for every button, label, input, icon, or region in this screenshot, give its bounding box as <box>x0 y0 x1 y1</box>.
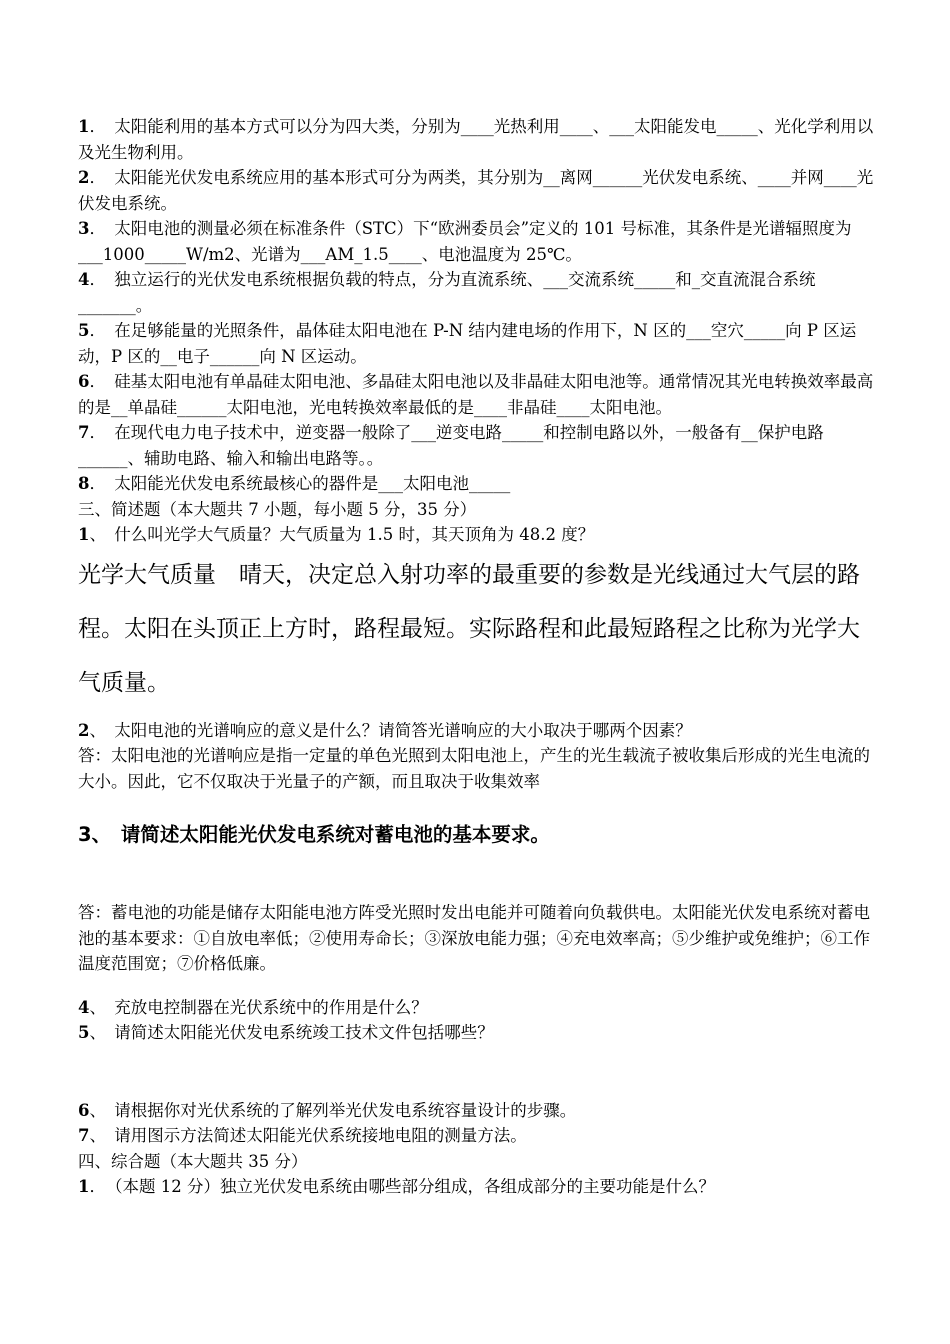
question-text: ． 在足够能量的光照条件，晶体硅太阳电池在 P-N 结内建电场的作用下，N 区的___空穴_____向 P 区运动，P 区的__电子______向 N 区运动。 <box>78 321 857 366</box>
question-number: 7 <box>78 1126 90 1145</box>
short-question-6 <box>78 1098 878 1124</box>
fill-in-question-7 <box>78 420 878 471</box>
question-number: 1 <box>78 1177 90 1196</box>
fill-in-question-5 <box>78 318 878 369</box>
fill-in-question-4 <box>78 267 878 318</box>
question-text: 、 请用图示方法简述太阳能光伏系统接地电阻的测量方法。 <box>89 1126 527 1145</box>
fill-in-question-2 <box>78 165 878 216</box>
question-text: 、 什么叫光学大气质量？大气质量为 1.5 时，其天顶角为 48.2 度？ <box>89 525 595 544</box>
question-text: ． 太阳能光伏发电系统应用的基本形式可分为两类，其分别为__离网______光伏发电系统、____并网____光伏发电系统。 <box>78 168 874 213</box>
question-number: 4 <box>78 997 90 1017</box>
question-text: ． 独立运行的光伏发电系统根据负载的特点，分为直流系统、___交流系统_____和_交直流混合系统_______。 <box>78 270 816 315</box>
question-number: 1 <box>78 525 90 544</box>
short-question-5 <box>78 1020 878 1046</box>
fill-in-question-3 <box>78 216 878 267</box>
short-question-4 <box>78 995 878 1021</box>
comprehensive-question-1 <box>78 1174 878 1200</box>
short-question-2 <box>78 718 878 744</box>
question-text: 、 充放电控制器在光伏系统中的作用是什么？ <box>89 997 428 1017</box>
short-answer-1: 光学大气质量 晴天，决定总入射功率的最重要的参数是光线通过大气层的路程。太阳在头顶正上方时，路程最短。实际路程和此最短路程之比称为光学大气质量。 <box>78 561 860 696</box>
question-number: 2 <box>78 168 90 187</box>
question-number: 8 <box>78 474 90 493</box>
short-question-3: 3、 请简述太阳能光伏发电系统对蓄电池的基本要求。 <box>78 823 550 846</box>
short-question-7 <box>78 1123 878 1149</box>
section-4-heading: 四、综合题（本大题共 35 分） <box>78 1151 308 1171</box>
question-text: ． 太阳电池的测量必须在标准条件（STC）下“欧洲委员会”定义的 101 号标准，其条件是光谱辐照度为___1000_____W/m2、光谱为___AM_1.5____、电池温度为 25℃。 <box>78 219 852 264</box>
question-text: ． 太阳能光伏发电系统最核心的器件是___太阳电池_____ <box>89 474 511 493</box>
question-text: 、 太阳电池的光谱响应的意义是什么？请简答光谱响应的大小取决于哪两个因素？ <box>89 720 692 740</box>
short-answer-3: 答：蓄电池的功能是储存太阳能电池方阵受光照时发出电能并可随着向负载供电。太阳能光伏发电系统对蓄电池的基本要求：①自放电率低；②使用寿命长；③深放电能力强；④充电效率高；⑤少维护或免维护；⑥工作温度范围宽；⑦价格低廉。 <box>78 903 870 973</box>
question-text: 、 请根据你对光伏系统的了解列举光伏发电系统容量设计的步骤。 <box>89 1100 577 1120</box>
question-number: 7 <box>78 423 90 442</box>
question-text: ． 硅基太阳电池有单晶硅太阳电池、多晶硅太阳电池以及非晶硅太阳电池等。通常情况其光电转换效率最高的是__单晶硅______太阳电池，光电转换效率最低的是____非晶硅____太阳电池。 <box>78 372 874 417</box>
question-number: 2 <box>78 720 90 740</box>
question-text: ． 在现代电力电子技术中，逆变器一般除了___逆变电路_____和控制电路以外，一般备有__保护电路______、辅助电路、输入和输出电路等。。 <box>78 423 824 468</box>
question-number: 6 <box>78 1100 90 1120</box>
fill-in-question-8 <box>78 471 878 497</box>
question-number: 5 <box>78 1023 90 1042</box>
document-page <box>78 114 878 1200</box>
question-number: 5 <box>78 321 90 340</box>
short-question-1 <box>78 522 878 548</box>
question-number: 1 <box>78 117 90 136</box>
fill-in-question-1 <box>78 114 878 165</box>
fill-in-question-6 <box>78 369 878 420</box>
question-number: 6 <box>78 372 90 391</box>
question-number: 4 <box>78 270 90 289</box>
section-3-heading: 三、简述题（本大题共 7 小题，每小题 5 分，35 分） <box>78 499 477 519</box>
question-text: ． （本题 12 分）独立光伏发电系统由哪些部分组成，各组成部分的主要功能是什么？ <box>89 1177 715 1196</box>
question-number: 3 <box>78 219 90 238</box>
question-text: 、 请简述太阳能光伏发电系统竣工技术文件包括哪些？ <box>89 1023 494 1042</box>
question-text: ． 太阳能利用的基本方式可以分为四大类，分别为____光热利用____、___太阳能发电_____、光化学利用以及光生物利用。 <box>78 117 874 162</box>
short-answer-2: 答：太阳电池的光谱响应是指一定量的单色光照到太阳电池上，产生的光生载流子被收集后形成的光生电流的大小。因此，它不仅取决于光量子的产额，而且取决于收集效率 <box>78 746 870 791</box>
